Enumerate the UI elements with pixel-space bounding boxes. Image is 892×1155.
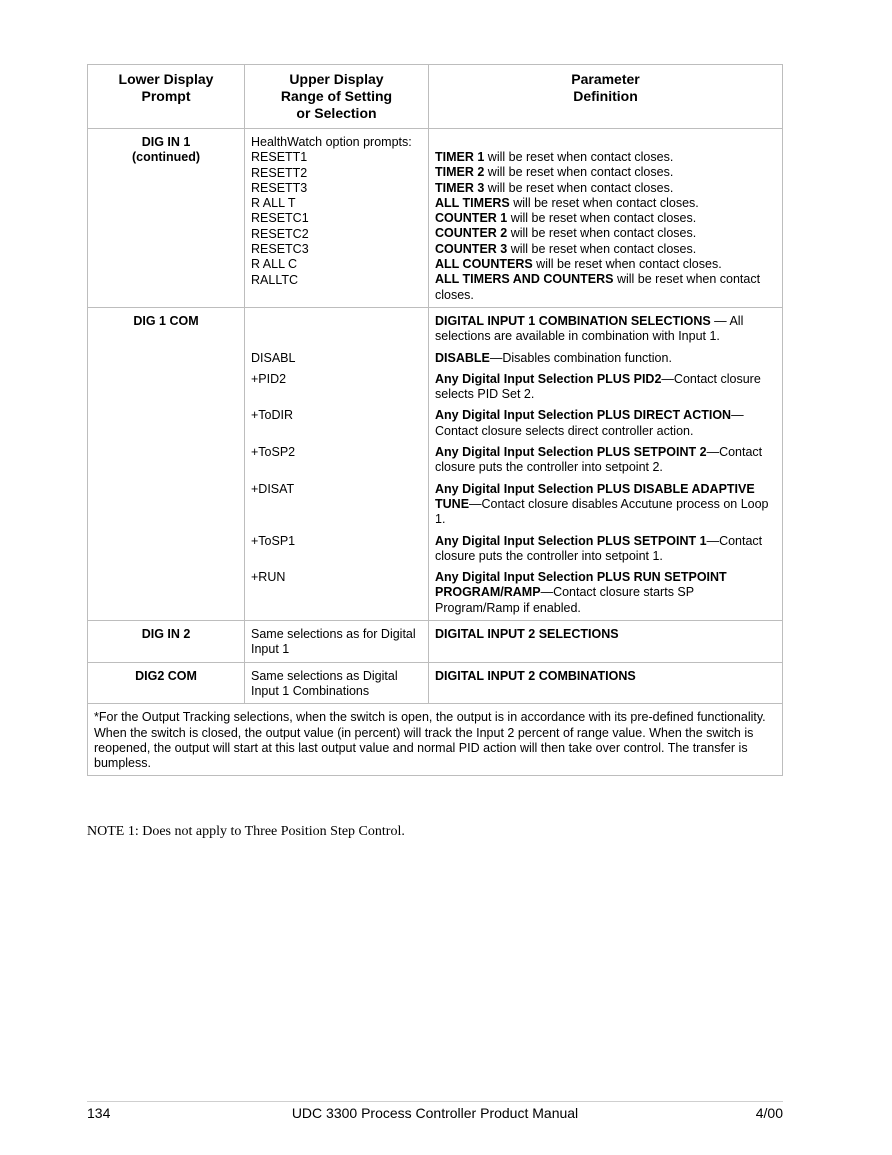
definition-text: will be reset when contact closes. bbox=[507, 211, 697, 226]
definition-keyword: TIMER 1 bbox=[435, 150, 485, 164]
definition-text: —Contact closure disables Accutune process on Loop 1. bbox=[435, 496, 769, 527]
definition-line bbox=[435, 242, 776, 257]
definitions-dig-1-com bbox=[429, 307, 783, 620]
header-parameter-definition: Parameter Definition bbox=[429, 65, 783, 129]
definition-dig2-com: DIGITAL INPUT 2 COMBINATIONS bbox=[429, 662, 783, 704]
setting-option: RALLTC bbox=[251, 272, 299, 287]
combination-setting: +ToSP2 bbox=[251, 445, 296, 460]
combination-setting bbox=[251, 314, 422, 345]
combination-setting: DISABL bbox=[251, 350, 296, 365]
page-footer bbox=[87, 1105, 783, 1121]
definition-line bbox=[435, 165, 776, 180]
definition-keyword: Any Digital Input Selection PLUS DIRECT ACTION bbox=[435, 408, 732, 423]
prompt-dig-in-1: DIG IN 1 (continued) bbox=[88, 129, 245, 308]
setting-option: RESETC3 bbox=[251, 242, 309, 257]
definition-text: —Contact closure puts the controller into setpoint 2. bbox=[435, 445, 763, 475]
definition-keyword: TIMER 3 bbox=[435, 180, 485, 195]
settings-dig-in-1 bbox=[245, 129, 429, 308]
note-1: NOTE 1: Does not apply to Three Position Step Control. bbox=[87, 824, 405, 839]
definition-text: will be reset when contact closes. bbox=[484, 150, 674, 164]
setting-option: RESETC2 bbox=[251, 226, 309, 241]
definition-spacer bbox=[435, 135, 776, 150]
definition-line bbox=[435, 272, 776, 303]
combination-definition bbox=[435, 351, 776, 366]
definition-keyword: Any Digital Input Selection PLUS SETPOINT 2 bbox=[435, 445, 707, 460]
definition-line bbox=[435, 226, 776, 241]
setting-dig2-com: Same selections as Digital Input 1 Combinations bbox=[245, 662, 429, 704]
definition-line bbox=[435, 150, 776, 165]
combination-definition bbox=[435, 314, 776, 345]
definition-text: will be reset when contact closes. bbox=[484, 180, 674, 195]
combination-setting: +PID2 bbox=[251, 371, 287, 386]
definition-text: —Contact closure selects PID Set 2. bbox=[435, 371, 761, 402]
definition-text: will be reset when contact closes. bbox=[435, 272, 761, 302]
definition-text: will be reset when contact closes. bbox=[507, 226, 697, 241]
combination-definition bbox=[435, 445, 776, 476]
definition-text: —Contact closure selects direct controller action. bbox=[435, 408, 744, 438]
definition-keyword: Any Digital Input Selection PLUS DISABLE ADAPTIVE TUNE bbox=[435, 481, 755, 511]
definition-line bbox=[435, 196, 776, 211]
definition-text: —Contact closure starts SP Program/Ramp if enabled. bbox=[435, 585, 694, 615]
footer-date: 4/00 bbox=[755, 1105, 783, 1121]
definitions-dig-in-1 bbox=[429, 129, 783, 308]
combination-setting: +ToSP1 bbox=[251, 533, 296, 548]
setting-option: RESETT1 bbox=[251, 150, 308, 165]
definition-text: will be reset when contact closes. bbox=[484, 165, 674, 180]
setting-option: HealthWatch option prompts: bbox=[251, 135, 412, 149]
prompt-dig-in-2: DIG IN 2 bbox=[88, 621, 245, 663]
page-number: 134 bbox=[87, 1105, 111, 1121]
footer-divider bbox=[87, 1101, 783, 1102]
setting-dig-in-2: Same selections as for Digital Input 1 bbox=[245, 621, 429, 663]
definition-keyword: Any Digital Input Selection PLUS SETPOINT 1 bbox=[435, 533, 707, 548]
definition-line bbox=[435, 257, 776, 272]
combination-definition bbox=[435, 570, 776, 616]
definition-keyword: COUNTER 1 bbox=[435, 211, 508, 226]
definition-keyword: COUNTER 2 bbox=[435, 226, 508, 241]
prompt-dig-1-com: DIG 1 COM bbox=[88, 307, 245, 620]
definition-text: —Contact closure puts the controller into setpoint 1. bbox=[435, 533, 763, 563]
table-row-dig-in-1 bbox=[88, 129, 783, 308]
prompt-dig2-com: DIG2 COM bbox=[88, 662, 245, 704]
setting-option: RESETT2 bbox=[251, 165, 308, 180]
definition-keyword: DISABLE bbox=[435, 350, 490, 365]
header-upper-display: Upper Display Range of Setting or Selection bbox=[245, 65, 429, 129]
output-tracking-footnote: *For the Output Tracking selections, when the switch is open, the output is in accordance with its pre-defined functionality. When the switch is closed, the output value (in percent) will track the Input 2 percent of range value. When the switch is reopened, the output will start at this last output value and normal PID action will then take over control. The transfer is bumpless. bbox=[88, 704, 783, 776]
combination-definition bbox=[435, 482, 776, 528]
definition-text: will be reset when contact closes. bbox=[532, 257, 722, 272]
definition-dig-in-2: DIGITAL INPUT 2 SELECTIONS bbox=[429, 621, 783, 663]
definition-text: will be reset when contact closes. bbox=[509, 195, 699, 210]
combination-definition bbox=[435, 408, 776, 439]
definition-line bbox=[435, 211, 776, 226]
manual-title: UDC 3300 Process Controller Product Manual bbox=[291, 1105, 579, 1121]
definition-keyword: ALL TIMERS bbox=[435, 195, 510, 210]
setting-option: R ALL C bbox=[251, 257, 298, 272]
setting-option: RESETC1 bbox=[251, 211, 309, 226]
table-row-footnote bbox=[88, 704, 783, 776]
definition-keyword: DIGITAL INPUT 1 COMBINATION SELECTIONS bbox=[435, 313, 711, 328]
combination-setting: +RUN bbox=[251, 570, 286, 585]
header-lower-display: Lower Display Prompt bbox=[88, 65, 245, 129]
setting-option: RESETT3 bbox=[251, 180, 308, 195]
combination-definition bbox=[435, 372, 776, 403]
definition-text: — All selections are available in combination with Input 1. bbox=[435, 313, 744, 344]
combination-setting: +ToDIR bbox=[251, 408, 294, 423]
table-row-dig2-com bbox=[88, 662, 783, 704]
definition-keyword: Any Digital Input Selection PLUS PID2 bbox=[435, 371, 662, 386]
definition-keyword: ALL COUNTERS bbox=[435, 257, 533, 272]
definition-keyword: COUNTER 3 bbox=[435, 241, 508, 256]
table-header-row bbox=[88, 65, 783, 129]
combination-setting: +DISAT bbox=[251, 481, 295, 496]
definition-text: will be reset when contact closes. bbox=[507, 241, 697, 256]
definition-keyword: Any Digital Input Selection PLUS RUN SETPOINT PROGRAM/RAMP bbox=[435, 570, 727, 600]
table-row-dig-in-2 bbox=[88, 621, 783, 663]
setting-option: R ALL T bbox=[251, 196, 296, 211]
parameter-table bbox=[87, 64, 783, 776]
table-row-dig-1-com bbox=[88, 307, 783, 620]
definition-text: —Disables combination function. bbox=[489, 350, 672, 365]
combination-definition bbox=[435, 534, 776, 565]
definition-keyword: ALL TIMERS AND COUNTERS bbox=[435, 272, 614, 287]
definition-keyword: TIMER 2 bbox=[435, 165, 485, 180]
settings-dig-1-com bbox=[245, 307, 429, 620]
definition-line bbox=[435, 181, 776, 196]
